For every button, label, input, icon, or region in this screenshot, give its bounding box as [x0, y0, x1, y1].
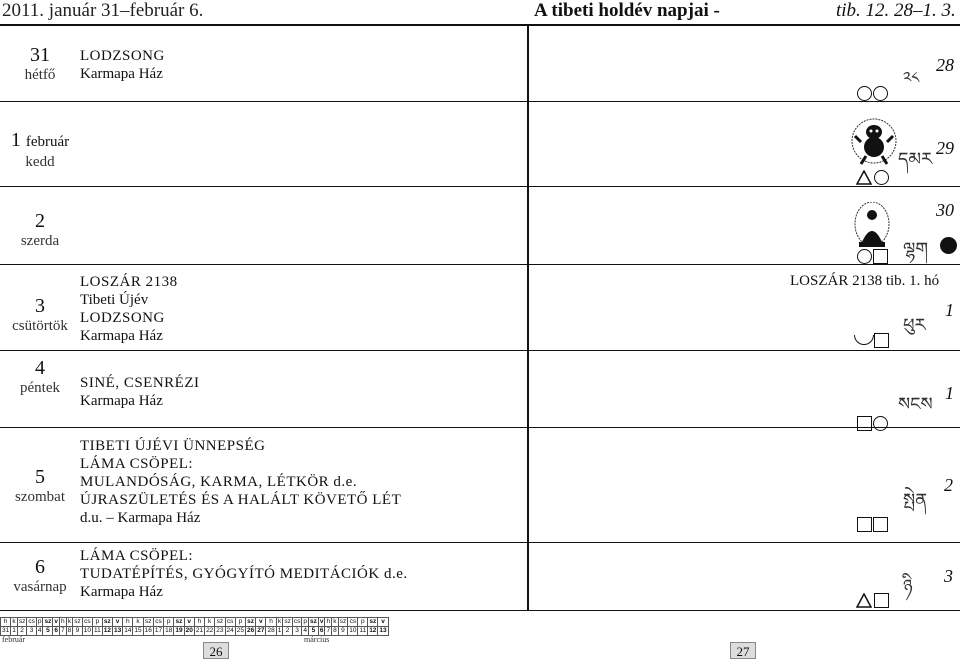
- day-number: 4: [35, 357, 45, 379]
- day-number-value: 1: [10, 129, 21, 151]
- event-line: Karmapa Ház: [80, 328, 163, 344]
- row-divider: [0, 186, 960, 187]
- calendar-weekday-cell: sz: [74, 618, 81, 625]
- center-divider: [527, 24, 529, 610]
- day-number: [0, 129, 80, 153]
- calendar-date-cell: 15: [134, 627, 142, 634]
- day-events: [80, 273, 178, 345]
- calendar-weekday-cell: cs: [293, 618, 301, 625]
- circle-symbol-icon: [874, 170, 889, 185]
- event-line: MULANDÓSÁG, KARMA, LÉTKÖR d.e.: [80, 474, 358, 490]
- day-label: [0, 44, 80, 84]
- calendar-weekday-cell: v: [54, 618, 58, 625]
- calendar-weekday-cell: sz: [284, 618, 291, 625]
- day-number: 3: [35, 295, 45, 317]
- day-label: [0, 129, 80, 171]
- half-moon-symbol-icon: [854, 335, 874, 345]
- tibetan-day-script: ལྷག: [903, 239, 929, 260]
- calendar-date-cell: 18: [165, 627, 173, 634]
- day-number: 5: [35, 466, 45, 488]
- calendar-weekday-cell: v: [184, 618, 194, 627]
- calendar-weekday-cell: p: [358, 618, 368, 627]
- mini-calendar: [0, 617, 432, 636]
- calendar-weekday-cell: sz: [247, 618, 255, 625]
- row-divider: [0, 264, 960, 265]
- calendar-weekday-cell: cs: [155, 618, 162, 625]
- event-line: Karmapa Ház: [80, 66, 163, 82]
- event-line: TUDATÉPÍTÉS, GYÓGYÍTÓ MEDITÁCIÓK d.e.: [80, 566, 408, 582]
- calendar-weekday-cell: k: [277, 618, 282, 625]
- calendar-date-cell: 5: [43, 627, 53, 636]
- calendar-date-cell: 13: [379, 627, 387, 634]
- day-events: [80, 47, 165, 83]
- full-moon-icon: [940, 237, 957, 254]
- calendar-date-cell: 24: [226, 627, 234, 634]
- event-line: LODZSONG: [80, 48, 165, 64]
- tibetan-day-script: དམར: [898, 149, 933, 170]
- event-line: Tibeti Újév: [80, 292, 149, 308]
- calendar-date-cell: 11: [359, 627, 367, 634]
- calendar-date-cell: 12: [369, 627, 377, 634]
- calendar-weekday-cell: cs: [84, 618, 91, 625]
- square-symbol-icon: [874, 593, 889, 608]
- calendar-weekday-cell: p: [303, 618, 307, 625]
- tibetan-day-number: 28: [936, 55, 954, 75]
- event-line: LOSZÁR 2138: [80, 274, 178, 290]
- event-line: Karmapa Ház: [80, 393, 163, 409]
- calendar-weekday-cell: h: [1, 618, 11, 627]
- calendar-weekday-cell: h: [194, 618, 204, 627]
- calendar-date-cell: 16: [144, 627, 152, 634]
- month-label-mar: március: [304, 635, 330, 644]
- calendar-weekday-cell: k: [333, 618, 337, 625]
- calendar-weekday-cell: sz: [309, 618, 317, 625]
- square-symbol-icon: [857, 416, 872, 431]
- calendar-date-cell: 26: [247, 627, 255, 634]
- calendar-weekday-cell: k: [205, 618, 215, 627]
- calendar-date-cell: 31: [2, 627, 10, 634]
- day-events: [80, 437, 401, 527]
- row-divider: [0, 427, 960, 428]
- page-number-right: 27: [730, 642, 756, 659]
- day-label: [0, 295, 80, 335]
- event-line: TIBETI ÚJÉVI ÜNNEPSÉG: [80, 438, 266, 454]
- tibetan-day-script: ཕུར: [903, 315, 926, 336]
- calendar-date-cell: 7: [60, 627, 65, 634]
- calendar-weekday-cell: p: [37, 618, 42, 625]
- calendar-weekday-cell: k: [67, 618, 72, 625]
- day-name: kedd: [25, 154, 55, 170]
- day-name: szombat: [15, 489, 65, 505]
- calendar-date-cell: 14: [124, 627, 132, 634]
- tibetan-day-number: 29: [936, 138, 954, 158]
- day-name: szerda: [20, 233, 60, 249]
- calendar-date-cell: 3: [27, 627, 37, 636]
- row-divider: [0, 350, 960, 351]
- page-number-left: 26: [203, 642, 229, 659]
- square-symbol-icon: [874, 333, 889, 348]
- tibetan-day-script: ཉི: [903, 576, 913, 597]
- calendar-weekday-cell: v: [256, 618, 266, 627]
- tibetan-day-number: 2: [944, 475, 953, 495]
- day-name: csütörtök: [12, 318, 68, 334]
- calendar-date-cell: 6: [319, 627, 324, 634]
- calendar-date-cell: 22: [206, 627, 214, 634]
- calendar-date-cell: 8: [67, 627, 72, 634]
- calendar-date-cell: 17: [154, 627, 163, 634]
- calendar-weekday-cell: sz: [18, 618, 26, 625]
- tibetan-day-number: 30: [936, 200, 954, 220]
- calendar-date-cell: 25: [236, 627, 244, 634]
- circle-symbol-icon: [873, 416, 888, 431]
- tibetan-day-number: 1: [945, 300, 954, 320]
- date-range: 2011. január 31–február 6.: [2, 0, 204, 21]
- square-symbol-icon: [857, 517, 872, 532]
- calendar-date-cell: 12: [103, 627, 111, 634]
- day-label: [0, 556, 80, 596]
- calendar-date-cell: 2: [17, 627, 27, 636]
- row-divider: [0, 101, 960, 102]
- calendar-date-cell: 28: [267, 627, 275, 634]
- tibetan-day-script: སྤེན: [903, 490, 928, 511]
- calendar-date-cell: 3: [292, 627, 302, 636]
- calendar-weekday-cell: k: [133, 618, 143, 627]
- day-label: [0, 210, 80, 250]
- calendar-weekday-cell: p: [164, 618, 174, 627]
- day-month: február: [25, 134, 70, 150]
- day-name: péntek: [20, 380, 60, 396]
- triangle-symbol-icon: [856, 170, 872, 185]
- calendar-weekday-cell: v: [319, 618, 324, 625]
- circle-symbol-icon: [873, 86, 888, 101]
- losar-label: LOSZÁR 2138 tib. 1. hó: [790, 273, 940, 289]
- circle-symbol-icon: [857, 86, 872, 101]
- calendar-weekday-cell: h: [123, 618, 133, 627]
- day-name: vasárnap: [13, 579, 67, 595]
- calendar-weekday-cell: h: [60, 618, 65, 625]
- tibetan-date-range: tib. 12. 28–1. 3.: [836, 0, 956, 21]
- calendar-weekday-cell: h: [326, 618, 331, 625]
- calendar-weekday-cell: cs: [349, 618, 357, 625]
- calendar-date-cell: 9: [338, 627, 348, 636]
- calendar-weekday-cell: h: [266, 618, 276, 627]
- section-title: A tibeti holdév napjai -: [534, 0, 720, 21]
- mahakala-figure-icon: [851, 114, 897, 168]
- day-events: [80, 547, 408, 601]
- day-label: [0, 466, 80, 506]
- event-line: LÁMA CSÖPEL:: [80, 548, 194, 564]
- day-events: [80, 374, 200, 410]
- calendar-weekday-cell: sz: [145, 618, 152, 625]
- square-symbol-icon: [873, 249, 888, 264]
- day-label: [0, 357, 80, 397]
- event-line: LODZSONG: [80, 310, 165, 326]
- square-symbol-icon: [873, 517, 888, 532]
- buddha-figure-icon: [853, 202, 891, 250]
- calendar-weekday-cell: v: [378, 618, 388, 627]
- calendar-date-cell: 10: [83, 627, 91, 634]
- calendar-date-cell: 23: [216, 627, 224, 634]
- calendar-date-cell: 4: [303, 627, 307, 634]
- day-number: 2: [35, 210, 45, 232]
- calendar-date-cell: 20: [185, 627, 193, 634]
- event-line: ÚJRASZÜLETÉS ÉS A HALÁLT KÖVETŐ LÉT: [80, 492, 402, 508]
- calendar-date-cell: 5: [308, 627, 318, 636]
- calendar-weekday-cell: cs: [28, 618, 35, 625]
- calendar-date-row: [1, 627, 389, 636]
- event-line: Karmapa Ház: [80, 584, 163, 600]
- calendar-date-cell: 21: [195, 627, 204, 634]
- event-line: SINÉ, CSENRÉZI: [80, 375, 200, 391]
- calendar-date-cell: 9: [73, 627, 83, 636]
- day-name: hétfő: [24, 67, 56, 83]
- calendar-date-cell: 8: [333, 627, 337, 634]
- row-divider: [0, 542, 960, 543]
- calendar-date-cell: 2: [283, 627, 293, 636]
- calendar-date-cell: 19: [175, 627, 183, 634]
- calendar-date-cell: 13: [113, 627, 122, 634]
- tibetan-day-script: ༢༨: [903, 68, 920, 87]
- calendar-date-cell: 11: [93, 627, 101, 634]
- header-rule: [0, 24, 960, 26]
- calendar-weekday-cell: k: [12, 618, 16, 625]
- calendar-weekday-cell: v: [112, 618, 122, 627]
- calendar-weekday-cell: sz: [216, 618, 224, 625]
- day-number: 31: [30, 44, 50, 66]
- calendar-date-cell: 10: [349, 627, 357, 634]
- calendar-weekday-cell: sz: [44, 618, 52, 625]
- calendar-date-cell: 7: [326, 627, 331, 634]
- circle-symbol-icon: [857, 249, 872, 264]
- calendar-date-cell: 1: [12, 627, 16, 634]
- calendar-date-cell: 27: [257, 627, 265, 634]
- calendar-weekday-cell: cs: [226, 618, 234, 625]
- page-header: [0, 0, 960, 24]
- triangle-symbol-icon: [856, 593, 872, 608]
- calendar-date-cell: 6: [54, 627, 58, 634]
- month-label-feb: február: [2, 635, 26, 644]
- calendar-weekday-cell: p: [235, 618, 245, 627]
- event-line: LÁMA CSÖPEL:: [80, 456, 194, 472]
- calendar-weekday-cell: sz: [103, 618, 111, 625]
- day-number: 6: [35, 556, 45, 578]
- calendar-weekday-cell: sz: [369, 618, 377, 625]
- tibetan-day-number: 1: [945, 383, 954, 403]
- calendar-date-cell: 1: [277, 627, 282, 634]
- calendar-weekday-row: [1, 618, 389, 627]
- event-line: d.u. – Karmapa Ház: [80, 510, 201, 526]
- calendar-weekday-cell: sz: [339, 618, 347, 625]
- calendar-weekday-cell: p: [92, 618, 102, 627]
- tibetan-day-number: 3: [944, 566, 953, 586]
- row-divider: [0, 610, 960, 611]
- calendar-date-cell: 4: [37, 627, 42, 634]
- calendar-weekday-cell: sz: [175, 618, 183, 625]
- tibetan-day-script: སངས: [898, 394, 933, 415]
